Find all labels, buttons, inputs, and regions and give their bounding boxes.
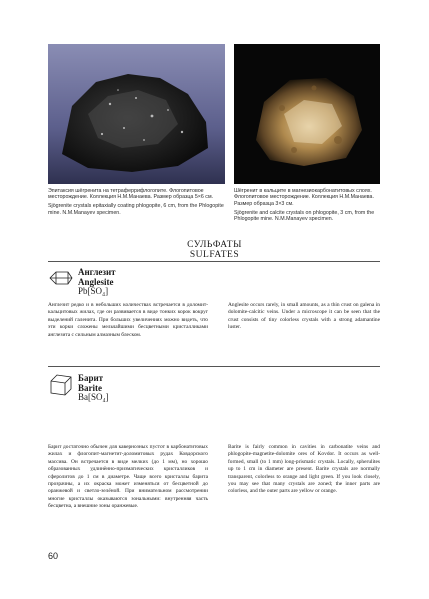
mineral-name-ru: Англезит [78,267,116,277]
mineral-heading-barite [78,374,109,403]
photo-sjogrenite-left [48,44,225,184]
mineral-text-en-anglesite: Anglesite occurs rarely, in small amounts, as a thin crust on galena in dolomite-calcitic veins. Under a microscope it can be seen that the crust consists of tiny colorless crystals with a strong adamantine luster. [228,302,380,331]
mineral-photo-left-image [48,44,225,184]
photo-caption-left [48,188,225,219]
section-title-ru: СУЛЬФАТЫ [187,240,242,250]
caption-right-ru: Шёгренит в кальците в магнезиокарбонатитовых слоях. Флогопитовое месторождение. Коллекция Н.М.Манаева. Размер образца 3×3 см. [234,188,374,207]
mineral-text-ru-barite: Барит достаточно обычен для кавернозных пустот в карбонатитовых жилах и флогопит-магнетит-доломитовых рудах Ковдорского массива. Он встречается в виде мелких (до 1 мм), но хорошо образованных удлинённо-призматических кристалликов и сферолитов до 1 см в диаметре. Чаще всего кристаллы барита прозрачны, а их окраска может изменяться от бесцветной до оранжевой и светло-зелёной. При внимательном рассмотрении многие кристаллы оказываются зональными: внутренняя часть бесцветна, а внешние зоны оранжевые. [48,444,208,510]
crystal-icon [48,266,74,290]
mineral-name-ru: Барит [78,373,104,383]
section-title-en: SULFATES [189,250,240,260]
mineral-text-ru-anglesite: Англезит редко и в небольших количествах встречается в доломит-кальцитовых жилах, где он развивается в виде тонких корок вокруг выделений галенита. При больших увеличениях можно видеть, что эти корки сложены мельчайшими бесцветными кристалликами англезита с сильным алмазным блеском. [48,302,208,338]
photo-sjogrenite-right [234,44,380,184]
mineral-name-en: Anglesite [78,276,114,287]
mineral-photo-right-image [234,44,380,184]
mineral-formula: Ba[SO₄] [78,392,109,402]
section-divider [48,261,380,262]
photo-caption-right [234,188,380,225]
mineral-formula: Pb[SO₄] [78,286,109,296]
page-number: 60 [48,551,59,561]
caption-left-ru: Эпитаксия шёгренита на тетраферрифлогопите. Флогопитовое месторождение. Коллекция Н.М.Манаева. Размер образца 5×6 см. [48,188,214,201]
crystal-icon [48,372,74,398]
mineral-heading-anglesite [78,268,116,297]
mineral-text-en-barite: Barite is fairly common in cavities in carbonatite veins and phlogopite-magnetite-dolomite ores of Kovdor. It occurs as well-formed, small (to 1 mm) long-prismatic crystals. Locally, spherulites up to 1 cm in diameter are present. Barite crystals are normally transparent, colorless to orange and light green. If you look closely, you may see that many crystals are zoned; the inner parts are colorless, and the outer parts are yellow or orange. [228,444,380,495]
section-title [0,240,429,260]
mineral-name-en: Barite [78,382,102,393]
caption-right-en: Sjögrenite and calcite crystals on phlogopite, 3 cm, from the Phlogopite mine. N.M.Manayev specimen. [234,209,375,223]
mineral-divider [48,366,380,367]
caption-left-en: Sjögrenite crystals epitaxially coating phlogopite, 6 cm, from the Phlogopite mine. N.M.Manayev specimen. [48,203,224,216]
